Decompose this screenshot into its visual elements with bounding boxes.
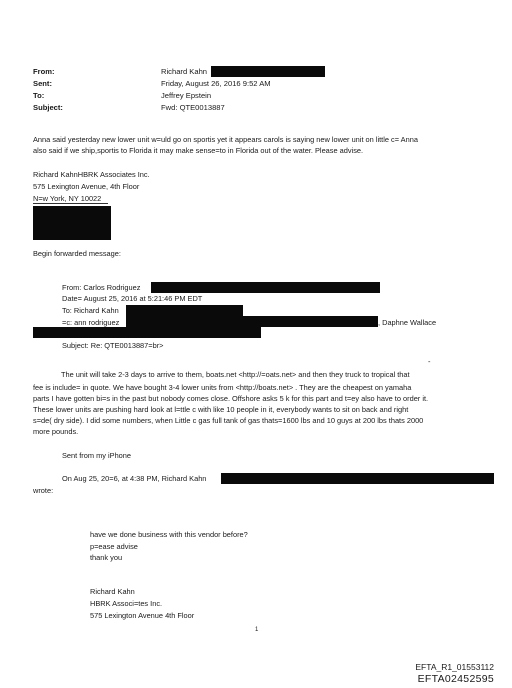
- fwd-cc: =c: ann rodriguez: [62, 318, 120, 327]
- forwarded-label: Begin forwarded message:: [33, 249, 121, 258]
- from-label: From:: [33, 67, 55, 76]
- sent-value: Friday, August 26, 2016 9:52 AM: [161, 79, 271, 88]
- redaction-bar: [126, 305, 243, 316]
- from-value: Richard Kahn: [161, 67, 208, 76]
- sent-label: Sent:: [33, 79, 52, 88]
- fwd-date: Date= August 25, 2016 at 5:21:46 PM EDT: [62, 294, 203, 303]
- fwd-subject: Subject: Re: QTE0013887=br>: [62, 341, 164, 350]
- quoted-line: p=ease advise: [90, 542, 138, 551]
- body-line: Anna said yesterday new lower unit w=uld go on sportis yet it appears carols is saying new lower unit on little c= Anna: [33, 135, 418, 144]
- redaction-bar: [211, 66, 325, 77]
- fwd-from: From: Carlos Rodriguez: [62, 283, 141, 292]
- msg-line: parts I have gotten bi=s in the past but nobody comes close. Offshore asks 5 k for this part and t=ey also have to order it.: [33, 394, 429, 403]
- quoted-line: thank you: [90, 553, 123, 562]
- fwd-cc-extra: , Daphne Wallace: [378, 318, 437, 327]
- wrote-label: wrote:: [33, 486, 54, 495]
- redaction-bar: [221, 473, 494, 484]
- to-value: Jeffrey Epstein: [161, 91, 212, 100]
- quoted-signature: HBRK Associ=tes Inc.: [90, 599, 163, 608]
- quoted-signature: 575 Lexington Avenue 4th Floor: [90, 611, 195, 620]
- redaction-block: [33, 206, 111, 240]
- signature-line: N=w York, NY 10022: [33, 194, 102, 203]
- subject-label: Subject:: [33, 103, 63, 112]
- subject-value: Fwd: QTE0013887: [161, 103, 225, 112]
- signature-line: Richard KahnHBRK Associates Inc.: [33, 170, 150, 179]
- underline: [33, 203, 108, 204]
- on-line: On Aug 25, 20=6, at 4:38 PM, Richard Kahn: [62, 474, 207, 483]
- redaction-bar: [151, 282, 380, 293]
- redaction-bar: [33, 327, 261, 338]
- msg-line: s=de( dry side). I did some numbers, when Little c gas full tank of gas thats=1600 lbs and 10 guys at 200 lbs thats 2000: [33, 416, 424, 425]
- quoted-signature: Richard Kahn: [90, 587, 135, 596]
- msg-line: more pounds.: [33, 427, 79, 436]
- separator-dash: -: [428, 357, 431, 366]
- quoted-line: have we done business with this vendor before?: [90, 530, 248, 539]
- redaction-bar: [126, 316, 378, 327]
- footer-id-1: EFTA_R1_01553112: [415, 662, 494, 672]
- fwd-to: To: Richard Kahn: [62, 306, 119, 315]
- sent-from: Sent from my iPhone: [62, 451, 132, 460]
- body-line: also said if we ship,sportis to Florida it may make sense=to in Florida out of the water. Please advise.: [33, 146, 364, 155]
- msg-line: fee is include= in quote. We have bought 3-4 lower units from <http://boats.net> . They are the cheapest on yamaha: [33, 383, 412, 392]
- msg-line: These lower units are pushing hard look at l=ttle c with like 10 people in it, everybody wants to sit on back and right: [33, 405, 409, 414]
- footer-id-2: EFTA02452595: [417, 673, 494, 685]
- msg-line: The unit will take 2-3 days to arrive to them, boats.net <http://=oats.net> and then they truck to tropical that: [61, 370, 410, 379]
- to-label: To:: [33, 91, 45, 100]
- signature-line: 575 Lexington Avenue, 4th Floor: [33, 182, 140, 191]
- page-number: 1: [255, 627, 259, 633]
